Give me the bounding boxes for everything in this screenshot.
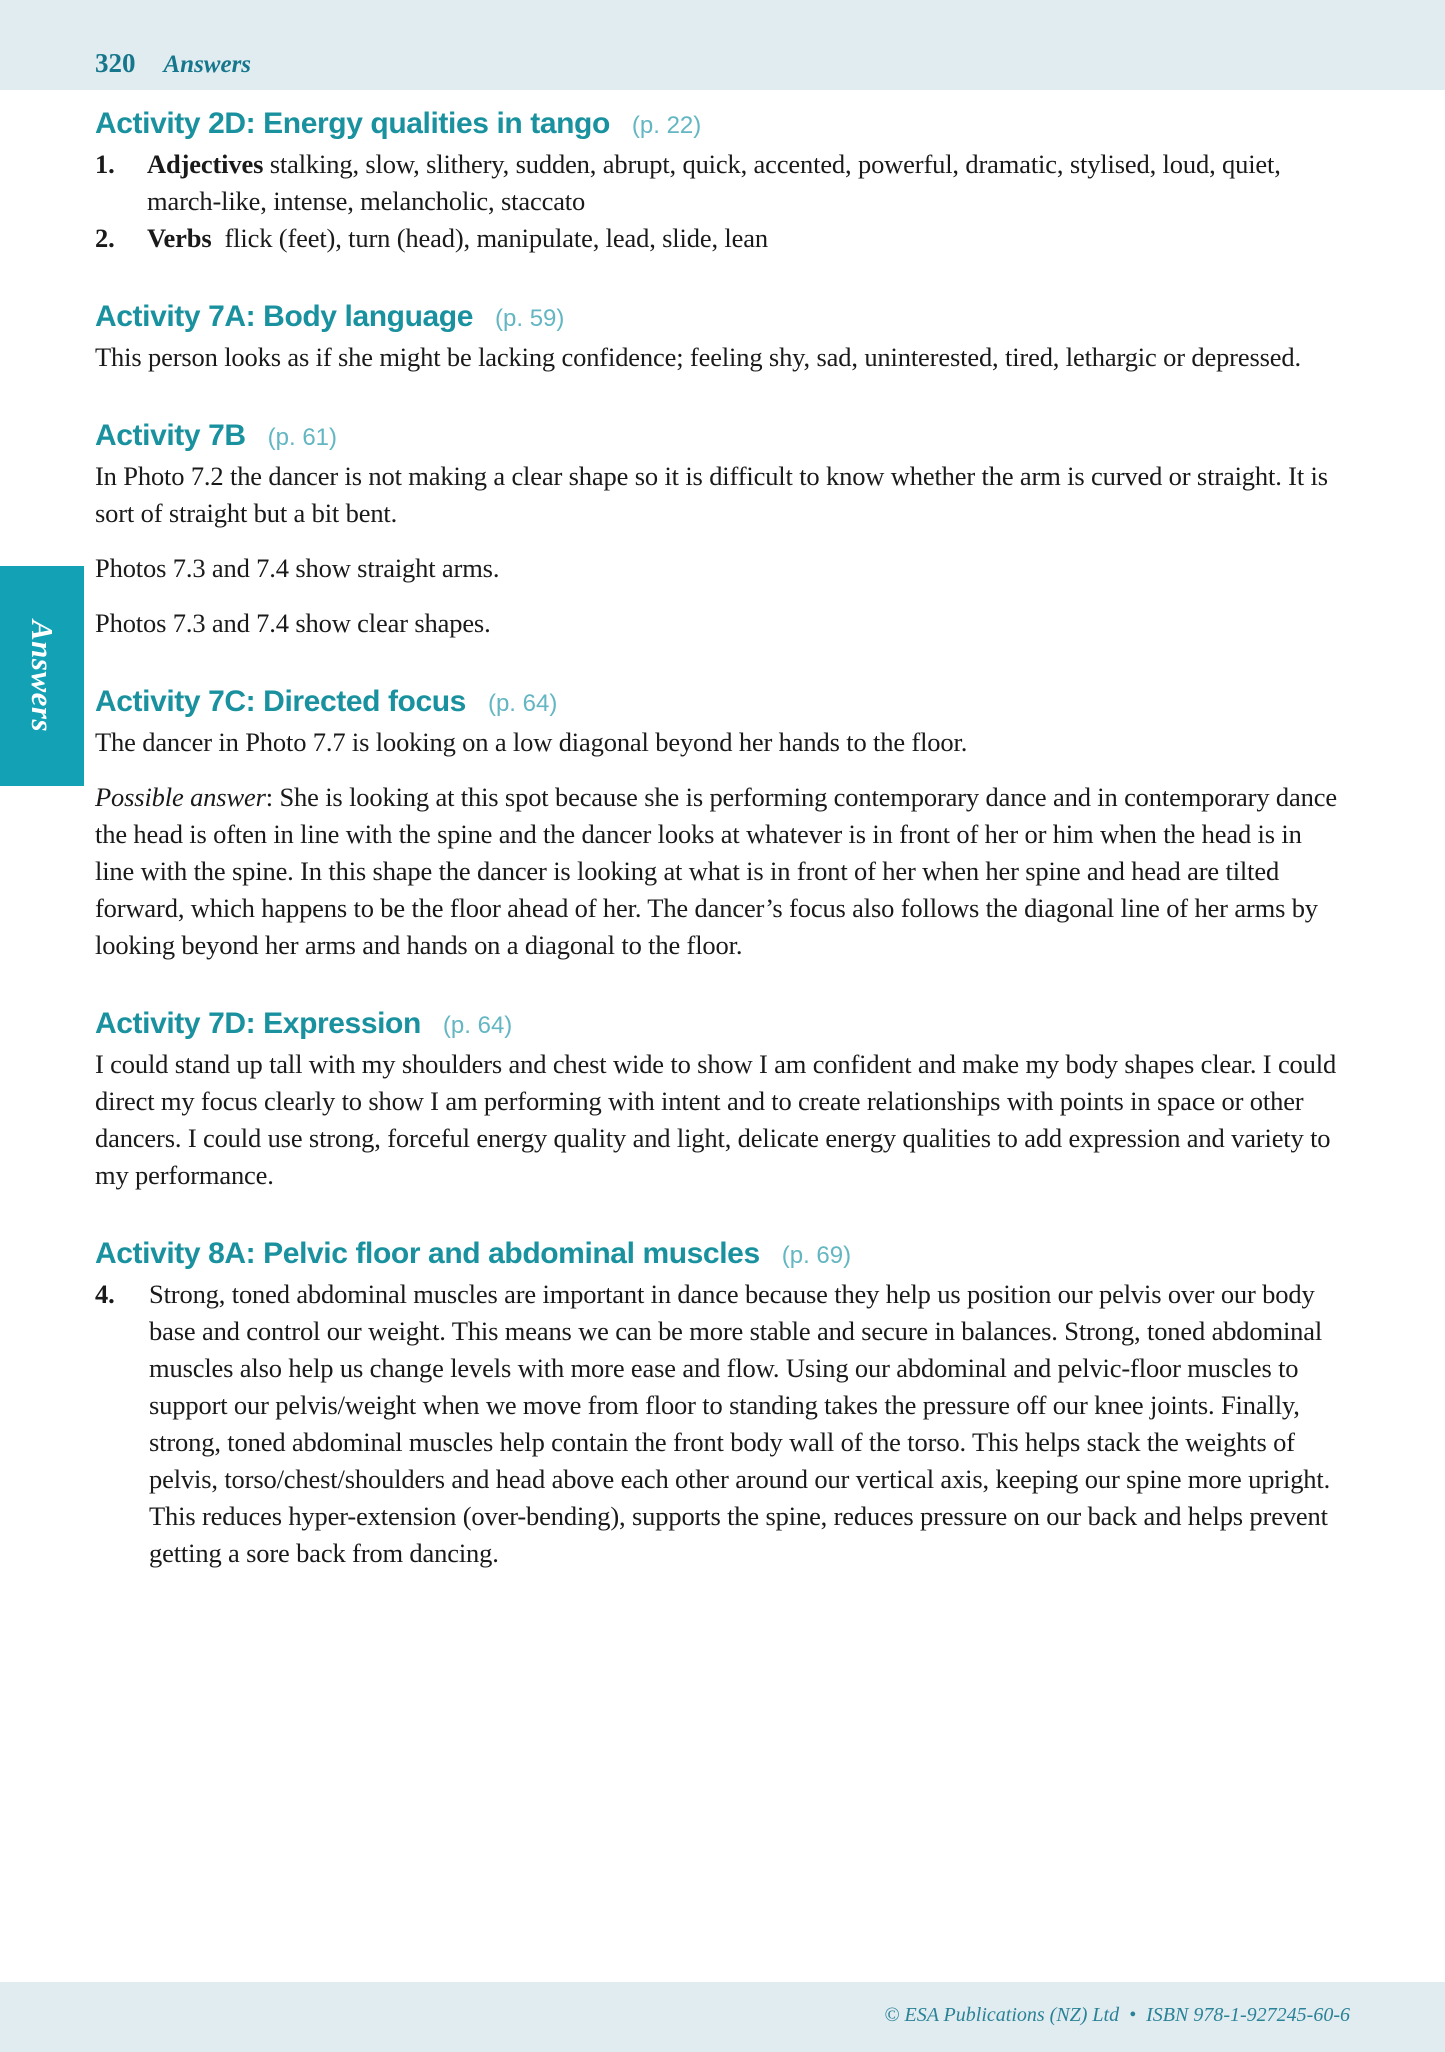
footer-copyright: © ESA Publications (NZ) Ltd — [884, 2004, 1120, 2026]
possible-answer-text: : She is looking at this spot because she is performing contemporary dance and in contemporary dance the head is often in line with the spine and the dancer looks at whatever is in front of her or him when the head is in line with the spine. In this shape the dancer is looking at what is in front of her when her spine and head are tilted forward, which happens to be the floor ahead of her. The dancer’s focus also follows the diagonal line of her arms by looking beyond her arms and hands on a diagonal to the floor. — [95, 782, 1337, 960]
list-item-marker: 1. — [95, 149, 115, 179]
spacer — [95, 964, 1345, 1004]
paragraph: Photos 7.3 and 7.4 show straight arms. — [95, 553, 500, 583]
spacer — [95, 587, 1345, 605]
page-footer-band — [0, 1982, 1445, 2052]
spacer — [95, 642, 1345, 682]
section-heading — [95, 104, 1345, 146]
paragraph: This person looks as if she might be lacking confidence; feeling shy, sad, uninterested, tired, lethargic or depressed. — [95, 342, 1301, 372]
section-heading-text: Activity 2D: Energy qualities in tango — [95, 107, 610, 140]
section-activity-7c — [95, 682, 1345, 964]
section-heading-text: Activity 7A: Body language — [95, 300, 474, 333]
section-page-ref: (p. 61) — [267, 424, 338, 451]
list-item-marker: 2. — [95, 223, 115, 253]
footer-isbn: ISBN 978-1-927245-60-6 — [1146, 2004, 1350, 2026]
spacer — [95, 761, 1345, 779]
section-activity-7a — [95, 297, 1345, 376]
list-item-text: flick (feet), turn (head), manipulate, lead, slide, lean — [224, 223, 768, 253]
list-item — [95, 1276, 1345, 1572]
section-heading-text: Activity 7D: Expression — [95, 1007, 421, 1040]
paragraph: I could stand up tall with my shoulders and chest wide to show I am confident and make my body shapes clear. I could direct my focus clearly to show I am performing with intent and to create relationships with points in space or other dancers. I could use strong, forceful energy quality and light, delicate energy qualities to add expression and variety to my performance. — [95, 1049, 1337, 1190]
section-activity-7b — [95, 416, 1345, 642]
list-item-marker: 4. — [95, 1279, 115, 1309]
page-number: 320 — [95, 48, 136, 78]
section-heading — [95, 297, 1345, 339]
header-title: Answers — [163, 51, 252, 78]
paragraph: In Photo 7.2 the dancer is not making a clear shape so it is difficult to know whether the arm is curved or straight. It is sort of straight but a bit bent. — [95, 461, 1328, 528]
section-activity-7d — [95, 1004, 1345, 1194]
list-item-text: stalking, slow, slithery, sudden, abrupt, quick, accented, powerful, dramatic, stylised, loud, quiet, march-like, intense, melancholic, staccato — [147, 149, 1281, 216]
list-item — [95, 220, 1345, 257]
spacer — [95, 257, 1345, 297]
answer-list — [95, 1276, 1345, 1572]
paragraph: The dancer in Photo 7.7 is looking on a low diagonal beyond her hands to the floor. — [95, 727, 968, 757]
list-item — [95, 146, 1345, 220]
spacer — [95, 532, 1345, 550]
section-page-ref: (p. 64) — [442, 1012, 513, 1039]
section-heading-text: Activity 8A: Pelvic floor and abdominal muscles — [95, 1237, 760, 1270]
section-page-ref: (p. 69) — [781, 1242, 852, 1269]
page-content — [95, 104, 1345, 1572]
spacer — [95, 1194, 1345, 1234]
list-item-term: Verbs — [147, 223, 212, 253]
section-page-ref: (p. 64) — [487, 690, 558, 717]
footer-separator: • — [1129, 2004, 1137, 2026]
list-item-term: Adjectives — [147, 149, 264, 179]
page-header-band — [0, 0, 1445, 90]
section-page-ref: (p. 22) — [631, 112, 702, 139]
paragraph: Photos 7.3 and 7.4 show clear shapes. — [95, 608, 491, 638]
section-heading — [95, 416, 1345, 458]
section-heading — [95, 1004, 1345, 1046]
paragraph-possible-answer — [95, 779, 1345, 964]
section-activity-2d — [95, 104, 1345, 257]
section-heading-text: Activity 7B — [95, 419, 246, 452]
section-activity-8a — [95, 1234, 1345, 1572]
list-item-text: Strong, toned abdominal muscles are important in dance because they help us position our pelvis over our body base and control our weight. This means we can be more stable and secure in balances. Strong, toned abdominal muscles also help us change levels with more ease and flow. Using our abdominal and pelvic-floor muscles to support our pelvis/weight when we move from floor to standing takes the pressure off our knee joints. Finally, strong, toned abdominal muscles help contain the front body wall of the torso. This helps stack the weights of pelvis, torso/chest/shoulders and head above each other around our vertical axis, keeping our spine more upright. This reduces hyper-extension (over-bending), supports the spine, reduces pressure on our back and helps prevent getting a sore back from dancing. — [149, 1279, 1331, 1568]
header-inner — [95, 48, 251, 79]
section-page-ref: (p. 59) — [495, 305, 565, 332]
side-tab-answers — [0, 566, 84, 786]
section-heading — [95, 682, 1345, 724]
answer-list — [95, 146, 1345, 257]
possible-answer-lead: Possible answer — [95, 782, 266, 812]
footer-text — [884, 2004, 1350, 2027]
spacer — [95, 376, 1345, 416]
section-heading-text: Activity 7C: Directed focus — [95, 685, 466, 718]
side-tab-label: Answers — [25, 619, 60, 733]
section-heading — [95, 1234, 1345, 1276]
